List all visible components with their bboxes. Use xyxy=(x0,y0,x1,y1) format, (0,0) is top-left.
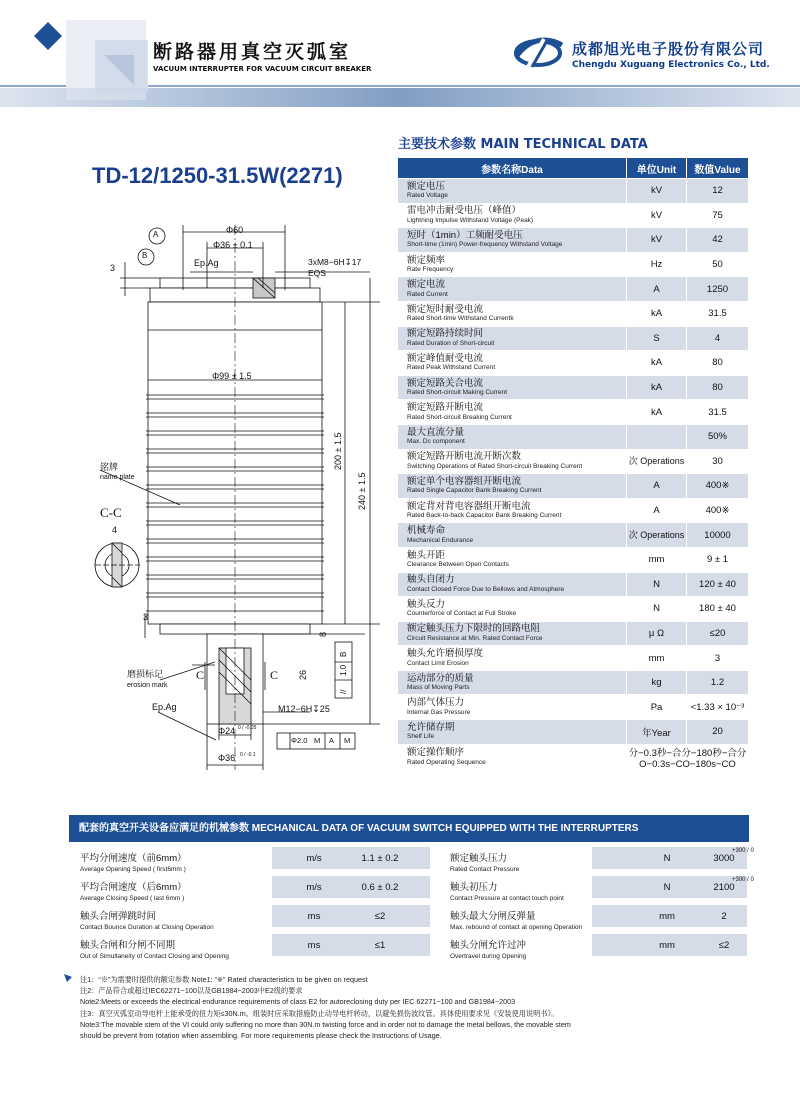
unit-cell: μ Ω xyxy=(627,621,687,646)
unit-cell: A xyxy=(627,277,687,302)
param-cell xyxy=(398,203,627,228)
param-name-en: Contact Closed Force Due to Bellows and Atmosphere xyxy=(407,585,565,593)
mech-tolerance: +300 / 0 xyxy=(732,848,754,854)
dim-phi36: Φ36 ± 0.1 xyxy=(213,240,253,250)
table-row xyxy=(398,375,749,400)
mech-label-en: Max. rebound of contact at opening Operation xyxy=(450,924,583,931)
param-name-cn: 雷电冲击耐受电压（峰值） xyxy=(407,205,522,217)
table-row xyxy=(398,597,749,622)
mech-label xyxy=(80,850,187,873)
param-cell xyxy=(398,449,627,474)
mech-label-cn: 触头初压力 xyxy=(450,882,498,893)
param-cell xyxy=(398,695,627,720)
tol-m1-label: M xyxy=(314,736,321,745)
company-name-en: Chengdu Xuguang Electronics Co., Ltd. xyxy=(572,60,770,70)
eqs-label: EQS xyxy=(308,268,326,278)
mech-unit: ms xyxy=(307,911,321,922)
table-row xyxy=(398,424,749,449)
mech-label xyxy=(450,879,564,902)
unit-cell: kA xyxy=(627,400,687,425)
mech-value: 0.6 ± 0.2 xyxy=(361,882,399,893)
param-name-cn: 额定短时耐受电流 xyxy=(407,303,484,315)
dim26-label: 26 xyxy=(298,669,308,680)
mech-row xyxy=(442,876,754,902)
param-name-cn: 额定短路开断电流 xyxy=(407,402,484,414)
unit-cell: kg xyxy=(627,670,687,695)
dim-height-240: 240 ± 1.5 xyxy=(357,472,367,510)
param-name-en: Rated Single Capacitor Bank Breaking Current xyxy=(407,487,542,495)
dim4-label: 4 xyxy=(112,525,118,535)
mech-value: 3000 xyxy=(713,853,735,864)
table-row xyxy=(398,646,749,671)
unit-cell: kA xyxy=(627,351,687,376)
param-name-cn: 短时（1min）工频耐受电压 xyxy=(407,229,523,241)
param-name-cn: 额定电流 xyxy=(407,279,446,291)
value-cell: 4 xyxy=(687,326,749,351)
param-cell xyxy=(398,523,627,548)
param-name-en: Mechanical Endurance xyxy=(407,536,474,544)
unit-cell: S xyxy=(627,326,687,351)
param-name-en: Rated Voltage xyxy=(407,192,448,200)
param-cell xyxy=(398,277,627,302)
mech-value: 2100 xyxy=(713,882,735,893)
col-header-param: 参数名称Data xyxy=(398,158,627,179)
mech-label xyxy=(80,937,229,960)
col-header-value: 数值Value xyxy=(687,158,749,179)
value-cell: 400※ xyxy=(687,498,749,523)
table-row xyxy=(398,203,749,228)
param-cell xyxy=(398,646,627,671)
parallel-symbol: // xyxy=(339,689,348,694)
unit-cell: 年Year xyxy=(627,720,687,745)
param-cell xyxy=(398,424,627,449)
param-name-cn: 额定短路关合电流 xyxy=(407,377,484,389)
value-cell: <1.33 × 10⁻³ xyxy=(687,695,749,720)
param-name-cn: 额定频率 xyxy=(407,254,446,266)
thread-top-label: 3xM8−6H↧17 xyxy=(308,257,362,267)
value-cell: 120 ± 40 xyxy=(687,572,749,597)
param-cell xyxy=(398,375,627,400)
param-cell xyxy=(398,572,627,597)
mech-label xyxy=(80,908,214,931)
technical-drawing xyxy=(80,215,380,775)
thread-bot-label: M12−6H↧25 xyxy=(278,704,330,714)
param-name-cn: 额定峰值耐受电流 xyxy=(407,352,484,364)
value-cell: ≤20 xyxy=(687,621,749,646)
unit-cell: kV xyxy=(627,179,687,204)
param-name-en: Rated Operating Sequence xyxy=(407,758,486,766)
unit-cell: A xyxy=(627,474,687,499)
param-name-en: Rate Frequency xyxy=(407,266,454,274)
unit-cell: 次 Operations xyxy=(627,523,687,548)
col-header-unit: 单位Unit xyxy=(627,158,687,179)
mech-label-cn: 额定触头压力 xyxy=(450,853,508,864)
mech-label-en: Average Opening Speed ( first6mm ) xyxy=(80,866,186,873)
mech-value: 2 xyxy=(721,911,727,922)
mech-row xyxy=(72,847,434,873)
value-cell: 30 xyxy=(687,449,749,474)
mech-label-cn: 平均分闸速度（前6mm） xyxy=(80,853,187,864)
param-cell xyxy=(398,400,627,425)
param-name-en: Clearance Between Open Contacts xyxy=(407,561,509,569)
unit-cell: 次 Operations xyxy=(627,449,687,474)
param-cell xyxy=(398,670,627,695)
note-line: 注2：产品符合或超过IEC62271−100以及GB1984−2003中E2级的要求 xyxy=(80,986,303,996)
mech-label xyxy=(450,937,526,960)
dim8-label: 8 xyxy=(318,631,328,637)
value-cell: 42 xyxy=(687,228,749,253)
tol-a-label: A xyxy=(329,736,335,745)
c-right-label: C xyxy=(270,668,279,682)
param-name-cn: 额定背对背电容器组开断电流 xyxy=(407,500,531,512)
param-name-en: Counterforce of Contact at Full Stroke xyxy=(407,610,517,618)
value-cell: 180 ± 40 xyxy=(687,597,749,622)
dim-phi24-tol: 0 / -0.05 xyxy=(238,725,257,731)
value-cell: 50 xyxy=(687,252,749,277)
dim-phi24: Φ24 xyxy=(218,726,236,736)
param-name-en: Rated Back-to-back Capacitor Bank Breaking Current xyxy=(407,512,562,520)
mech-row xyxy=(72,905,434,931)
table-row xyxy=(398,179,749,204)
value-cell: 1250 xyxy=(687,277,749,302)
mech-label-cn: 触头合闸弹跳时间 xyxy=(80,911,157,922)
tol-phi-label: Φ2.0 xyxy=(291,736,308,745)
dim-phi36-bot: Φ36 xyxy=(218,753,236,763)
param-cell xyxy=(398,301,627,326)
header-title-en: VACUUM INTERRUPTER FOR VACUUM CIRCUIT BREAKER xyxy=(153,65,372,73)
mech-label-cn: 平均合闸速度（后6mm） xyxy=(80,882,187,893)
param-name-cn: 允许储存期 xyxy=(407,721,455,733)
notes-block xyxy=(80,974,571,1041)
unit-cell: mm xyxy=(627,646,687,671)
param-cell xyxy=(398,547,627,572)
value-cell: 400※ xyxy=(687,474,749,499)
mech-label-en: Rated Contact Pressure xyxy=(450,866,520,873)
param-name-cn: 机械寿命 xyxy=(407,525,446,537)
param-cell xyxy=(398,351,627,376)
company-name-cn: 成都旭光电子股份有限公司 xyxy=(572,40,765,58)
param-cell xyxy=(398,621,627,646)
mech-label-en: Contact Pressure at contact touch point xyxy=(450,895,564,902)
table-row xyxy=(398,228,749,253)
unit-cell: kV xyxy=(627,203,687,228)
param-name-en: Rated Short-time Withstand Currentk xyxy=(407,315,514,323)
note-line: Note3:The movable stem of the VI could only suffering no more than 30N.m twisting force and in order not to damage the metal bellows, the movable stem xyxy=(80,1019,571,1029)
param-name-en: Mass of Moving Parts xyxy=(407,684,470,692)
ref-a-label: A xyxy=(153,230,159,239)
param-name-cn: 触头开距 xyxy=(407,549,446,561)
param-name-cn: 额定操作顺序 xyxy=(407,747,465,759)
mech-value: ≤1 xyxy=(374,940,386,951)
page-header xyxy=(0,0,800,110)
table-row xyxy=(398,572,749,597)
dim-height-200: 200 ± 1.5 xyxy=(333,432,343,470)
mech-unit: ms xyxy=(307,940,321,951)
table-row xyxy=(398,621,749,646)
table-row xyxy=(398,252,749,277)
param-name-cn: 运动部分的质量 xyxy=(407,672,474,684)
epag-top-label: Ep.Ag xyxy=(194,258,219,268)
mech-unit: mm xyxy=(659,911,675,922)
erosion-mark-en: erosion mark xyxy=(127,682,168,689)
table-row xyxy=(398,670,749,695)
unit-cell: kA xyxy=(627,301,687,326)
unit-cell: 分−0.3秒−合分−180秒−合分 O−0.3s−CO−180s−CO xyxy=(627,744,749,770)
mech-label-cn: 触头最大分闸反弹量 xyxy=(450,911,536,922)
mech-row xyxy=(442,905,749,931)
mech-row xyxy=(442,934,749,960)
mech-unit: N xyxy=(663,853,671,864)
param-name-en: Shelf Life xyxy=(407,733,435,741)
value-cell: 20 xyxy=(687,720,749,745)
dim-phi36-bot-tol: 0 / -0.1 xyxy=(240,752,256,758)
company-logo-icon xyxy=(508,33,566,73)
diamond-icon xyxy=(34,22,62,50)
mech-label-cn: 触头分闸允许过冲 xyxy=(450,940,527,951)
param-name-cn: 额定短路持续时间 xyxy=(407,328,484,340)
param-name-en: Rated Short-circuit Making Current xyxy=(407,389,508,397)
param-cell xyxy=(398,474,627,499)
param-name-cn: 最大直流分量 xyxy=(407,426,465,438)
table-row xyxy=(398,449,749,474)
param-name-en: Max. Dc component xyxy=(407,438,465,446)
unit-cell: Hz xyxy=(627,252,687,277)
param-name-cn: 触头允许磨损厚度 xyxy=(407,648,484,660)
unit-cell: mm xyxy=(627,547,687,572)
unit-cell: N xyxy=(627,572,687,597)
param-name-cn: 触头反力 xyxy=(407,598,446,610)
unit-cell: Pa xyxy=(627,695,687,720)
model-title: TD-12/1250-31.5W(2271) xyxy=(92,163,343,188)
param-name-cn: 触头自闭力 xyxy=(407,574,455,586)
param-name-en: Circuit Resistance at Min. Rated Contact Force xyxy=(407,634,543,642)
param-name-cn: 额定触头压力下限时的回路电阻 xyxy=(407,623,541,635)
param-cell xyxy=(398,179,627,204)
table-body xyxy=(398,179,749,771)
mech-row xyxy=(72,876,434,902)
ref-b-label: B xyxy=(142,251,148,260)
table-row xyxy=(398,351,749,376)
note-line: 注3：真空灭弧室动导电杆上能承受的扭力矩≤30N.m。组装时应采取措施防止动导电杆转动，以避免损伤波纹管。具体使用要求见《安装使用说明书》。 xyxy=(80,1008,559,1018)
c-left-label: C xyxy=(196,668,205,682)
unit-cell: A xyxy=(627,498,687,523)
mech-label-cn: 触头合闸和分闸不同期 xyxy=(80,940,176,951)
value-cell: 31.5 xyxy=(687,301,749,326)
mechanical-data-band: 配套的真空开关设备应满足的机械参数 MECHANICAL DATA OF VACUUM SWITCH EQUIPPED WITH THE INTERRUPTERS xyxy=(69,815,749,842)
param-name-en: Internal Gas Pressure xyxy=(407,708,471,716)
mech-label xyxy=(450,850,519,873)
param-name-en: Rated Duration of Short-circuit xyxy=(407,339,495,347)
mech-unit: m/s xyxy=(306,853,322,864)
mech-label-en: Out of Simultaneity of Contact Closing and Opening xyxy=(80,953,229,960)
table-row xyxy=(398,498,749,523)
value-cell: 50% xyxy=(687,424,749,449)
param-cell xyxy=(398,498,627,523)
note-line: should be prevent from rotation when assembling. For more requirements please check the Instructions of Usage. xyxy=(80,1031,442,1041)
param-name-en: Contact Limit Erosion xyxy=(407,659,469,667)
table-row xyxy=(398,474,749,499)
table-row xyxy=(398,744,749,770)
mech-label xyxy=(80,879,187,902)
dim3-bot-label: 3 xyxy=(143,612,149,622)
tol-m2-label: M xyxy=(344,736,351,745)
mech-label-en: Overtravel during Opening xyxy=(450,953,527,960)
value-cell: 12 xyxy=(687,179,749,204)
value-cell: 1.2 xyxy=(687,670,749,695)
dim-phi99: Φ99 ± 1.5 xyxy=(212,371,252,381)
unit-cell: kA xyxy=(627,375,687,400)
name-plate-en: name plate xyxy=(100,474,135,481)
epag-bot-label: Ep.Ag xyxy=(152,702,177,712)
unit-cell: N xyxy=(627,597,687,622)
table-row xyxy=(398,326,749,351)
mech-row xyxy=(72,934,434,960)
main-data-title: 主要技术参数 MAIN TECHNICAL DATA xyxy=(398,137,648,152)
mech-value: ≤2 xyxy=(718,940,730,951)
mech-label xyxy=(450,908,582,931)
param-cell xyxy=(398,597,627,622)
table-row xyxy=(398,301,749,326)
param-name-en: Short-time (1min) Power-frequency Withstand Voltage xyxy=(407,241,563,249)
header-title-cn: 断路器用真空灭弧室 xyxy=(153,41,352,63)
param-cell xyxy=(398,720,627,745)
table-row xyxy=(398,523,749,548)
unit-cell xyxy=(627,424,687,449)
value-cell: 9 ± 1 xyxy=(687,547,749,572)
value-cell: 75 xyxy=(687,203,749,228)
value-cell: 3 xyxy=(687,646,749,671)
section-cc-label: C-C xyxy=(100,505,122,520)
param-name-en: Rated Peak Withstand Current xyxy=(407,364,496,372)
mech-unit: m/s xyxy=(306,882,322,893)
dim3-top-label: 3 xyxy=(110,263,116,273)
param-name-cn: 额定电压 xyxy=(407,180,446,192)
param-name-en: Rated Short-circuit Breaking Current xyxy=(407,413,512,421)
mech-label-en: Contact Bounce Duration at Closing Operation xyxy=(80,924,214,931)
mech-row xyxy=(442,847,754,873)
value-cell: 80 xyxy=(687,375,749,400)
main-technical-data-table xyxy=(397,157,749,771)
mech-tolerance: +300 / 0 xyxy=(732,877,754,883)
value-cell: 80 xyxy=(687,351,749,376)
erosion-mark-cn: 磨损标记 xyxy=(127,669,164,679)
mech-unit: mm xyxy=(659,940,675,951)
table-row xyxy=(398,400,749,425)
param-name-en: Switching Operations of Rated Short-circuit Breaking Current xyxy=(407,462,583,470)
param-name-cn: 内部气体压力 xyxy=(407,697,465,709)
mech-value: ≤2 xyxy=(374,911,386,922)
table-row xyxy=(398,695,749,720)
note-line: Note2:Meets or exceeds the electrical endurance requirements of class E2 for autoreclosing duty per IEC 62271−100 and GB1984−2003 xyxy=(80,997,516,1007)
param-cell xyxy=(398,744,627,770)
param-cell xyxy=(398,252,627,277)
dim10-label: 1.0 xyxy=(339,664,348,676)
table-row xyxy=(398,277,749,302)
value-cell: 31.5 xyxy=(687,400,749,425)
dim-b-label: B xyxy=(339,651,348,657)
mech-value: 1.1 ± 0.2 xyxy=(361,853,399,864)
dim-phi60: Φ60 xyxy=(226,225,244,235)
param-name-en: Lightning Impulse Withstand Voltage (Peak) xyxy=(407,216,534,224)
table-row xyxy=(398,547,749,572)
note-arrow-icon xyxy=(64,974,74,984)
table-row xyxy=(398,720,749,745)
note-line: 注1：“※”为需要时提供的额定参数 Note1: “※” Rated characteristics to be given on request xyxy=(80,975,368,984)
param-cell xyxy=(398,228,627,253)
param-cell xyxy=(398,326,627,351)
param-name-cn: 额定短路开断电流开断次数 xyxy=(407,451,522,463)
name-plate-cn: 铭牌 xyxy=(100,462,119,472)
mech-unit: N xyxy=(663,882,671,893)
table-header-row xyxy=(398,158,749,179)
value-cell: 10000 xyxy=(687,523,749,548)
param-name-cn: 额定单个电容器组开断电流 xyxy=(407,475,522,487)
mech-label-en: Average Closing Speed ( last 6mm ) xyxy=(80,895,185,902)
param-name-en: Rated Current xyxy=(407,290,448,298)
unit-cell: kV xyxy=(627,228,687,253)
